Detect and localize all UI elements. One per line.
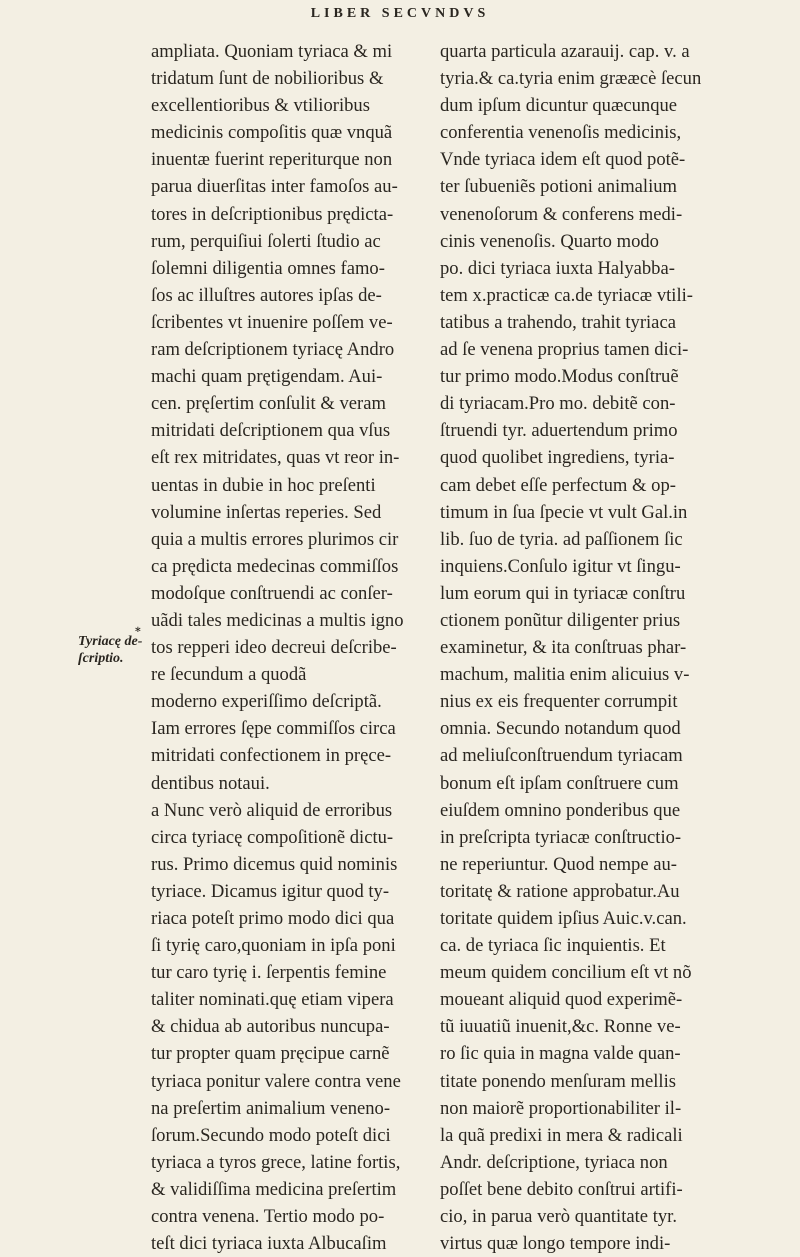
text-line: omnia. Secundo notandum quod [440,718,681,740]
text-line: inquiens.Conſulo igitur vt ſingu- [440,555,681,577]
text-line: circa tyriacę compoſitionẽ dictu- [151,826,394,848]
text-line: ca prędicta medecinas commiſſos [151,555,399,577]
margin-star: ⁎ [135,623,141,635]
text-line: tem x.practicæ ca.de tyriacæ vtili- [440,284,693,306]
text-line: nius ex eis frequenter corrumpit [440,691,678,713]
text-line: tũ iuuatiũ inuenit,&c. Ronne ve- [440,1016,681,1038]
text-line: tur caro tyrię i. ſerpentis femine [151,962,387,984]
text-line: machum, malitia enim alicuius v- [440,664,690,686]
running-header: LIBER SECVNDVS [310,6,490,21]
text-line: tatibus a trahendo, trahit tyriaca [440,311,676,333]
text-line: dentibus notaui. [151,772,270,794]
text-line: examinetur, & ita conſtruas phar- [440,637,687,659]
text-line: conferentia venenoſis medicinis, [440,122,682,144]
text-line: parua diuerſitas inter famoſos au- [151,176,398,198]
right-text-column [440,38,780,1257]
text-line: virtus quæ longo tempore indi- [440,1233,671,1255]
text-line: tur primo modo.Modus conſtruẽ [440,366,679,388]
text-line: ampliata. Quoniam tyriaca & mi [151,41,393,62]
text-line: machi quam prętigendam. Aui- [151,366,383,388]
text-line: po. dici tyriaca iuxta Halyabba- [440,257,675,279]
text-line: ſolemni diligentia omnes famo- [151,257,385,279]
text-line: ad meliuſconſtruendum tyriacam [440,745,683,767]
text-line: tur propter quam pręcipue carnẽ [151,1043,390,1065]
margin-note-line: Tyriacę de- [78,634,143,649]
text-line: la quã predixi in mera & radicali [440,1124,683,1146]
margin-note-line: ſcriptio. [78,651,124,666]
text-line: ſcribentes vt inuenire poſſem ve- [151,311,393,333]
text-line: tyriaca ponitur valere contra vene [151,1070,401,1092]
text-line: di tyriacam.Pro mo. debitẽ con- [440,393,676,415]
text-line: poſſet bene debito conſtrui artifi- [440,1178,683,1200]
text-line: ſi tyrię caro,quoniam in ipſa poni [151,935,396,957]
text-line: ne reperiuntur. Quod nempe au- [440,853,677,875]
text-line: ram deſcriptionem tyriacę Andro [151,339,395,361]
text-line: contra venena. Tertio modo po- [151,1206,385,1228]
text-line: ctionem ponũtur diligenter prius [440,609,681,631]
text-line: ter ſubueniẽs potioni animalium [440,176,678,198]
text-line: venenoſorum & conferens medi- [440,203,683,225]
text-line: moueant aliquid quod experimẽ- [440,989,683,1011]
text-line: mitridati deſcriptionem qua vſus [151,420,391,442]
text-line: teſt dici tyriaca iuxta Albucaſim [151,1233,387,1255]
text-line: re ſecundum a quodã [151,664,307,686]
text-line: cio, in parua verò quantitate tyr. [440,1206,677,1228]
text-line: uãdi tales medicinas a multis igno [151,609,404,631]
text-line: toritatę & ratione approbatur.Au [440,880,680,902]
text-line: ca. de tyriaca ſic inquientis. Et [440,935,666,957]
text-line: cen. pręſertim conſulit & veram [151,393,386,415]
text-line: tyriace. Dicamus igitur quod ty- [151,880,390,902]
text-line: rus. Primo dicemus quid nominis [151,853,398,875]
text-line: riaca poteſt primo modo dici qua [151,908,395,929]
text-line: & chidua ab autoribus nuncupa- [151,1016,390,1038]
text-line: titate ponendo menſuram mellis [440,1070,676,1092]
text-line: na preſertim animalium veneno- [151,1097,391,1119]
text-line: tyria.& ca.tyria enim grææcè ſecun [440,68,702,90]
text-line: toritate quidem ipſius Auic.v.can. [440,908,687,929]
text-line: cam debet eſſe perfectum & op- [440,474,676,496]
text-line: bonum eſt ipſam conſtruere cum [440,772,679,794]
margin-note [78,633,142,667]
text-line: eiuſdem omnino ponderibus que [440,799,681,821]
text-line: volumine inſertas reperies. Sed [151,501,382,523]
text-line: Andr. deſcriptione, tyriaca non [440,1151,668,1173]
text-line: cinis venenoſis. Quarto modo [440,230,659,252]
text-line: dum ipſum dicuntur quæcunque [440,95,678,117]
text-line: ſtruendi tyr. aduertendum primo [440,420,678,442]
text-line: modoſque conſtruendi ac conſer- [151,582,393,604]
text-line: & validiſſima medicina preſertim [151,1178,397,1200]
text-line: tridatum ſunt de nobilioribus & [151,68,384,90]
text-line: moderno experiſſimo deſcriptã. [151,691,382,713]
text-line: quarta particula azarauij. cap. v. a [440,41,690,62]
text-line: taliter nominati.quę etiam vipera [151,989,394,1011]
text-line: lib. ſuo de tyria. ad paſſionem ſic [440,528,683,550]
text-line: mitridati confectionem in pręce- [151,745,392,767]
text-line: rum, perquiſiui ſolerti ſtudio ac [151,230,381,252]
text-line: ro ſic quia in magna valde quan- [440,1043,681,1065]
text-line: ad ſe venena proprius tamen dici- [440,339,689,361]
text-line: tyriaca a tyros grece, latine fortis, [151,1151,401,1173]
text-line: excellentioribus & vtilioribus [151,95,370,117]
text-line: quod quolibet ingrediens, tyria- [440,447,675,469]
text-line: tos repperi ideo decreui deſcribe- [151,637,397,659]
text-line: ſos ac illuſtres autores ipſas de- [151,284,382,306]
left-text-column [151,38,436,1257]
text-line: ſorum.Secundo modo poteſt dici [151,1124,391,1146]
text-line: timum in ſua ſpecie vt vult Gal.in [440,501,688,523]
text-line: meum quidem concilium eſt vt nõ [440,962,692,984]
text-line: uentas in dubie in hoc preſenti [151,474,376,496]
text-line: medicinis compoſitis quæ vnquã [151,122,393,144]
text-line: lum eorum qui in tyriacæ conſtru [440,582,686,604]
text-line: inuentæ fuerint reperiturque non [151,149,393,171]
text-line: Iam errores ſępe commiſſos circa [151,718,396,740]
text-line: quia a multis errores plurimos cir [151,528,399,550]
text-line: in preſcripta tyriacæ conſtructio- [440,826,682,848]
text-line: non maiorẽ proportionabiliter il- [440,1097,682,1119]
text-line: tores in deſcriptionibus prędicta- [151,203,394,225]
text-line: Vnde tyriaca idem eſt quod potẽ- [440,149,686,171]
text-line: a Nunc verò aliquid de erroribus [151,799,393,821]
text-line: eſt rex mitridates, quas vt reor in- [151,447,400,469]
